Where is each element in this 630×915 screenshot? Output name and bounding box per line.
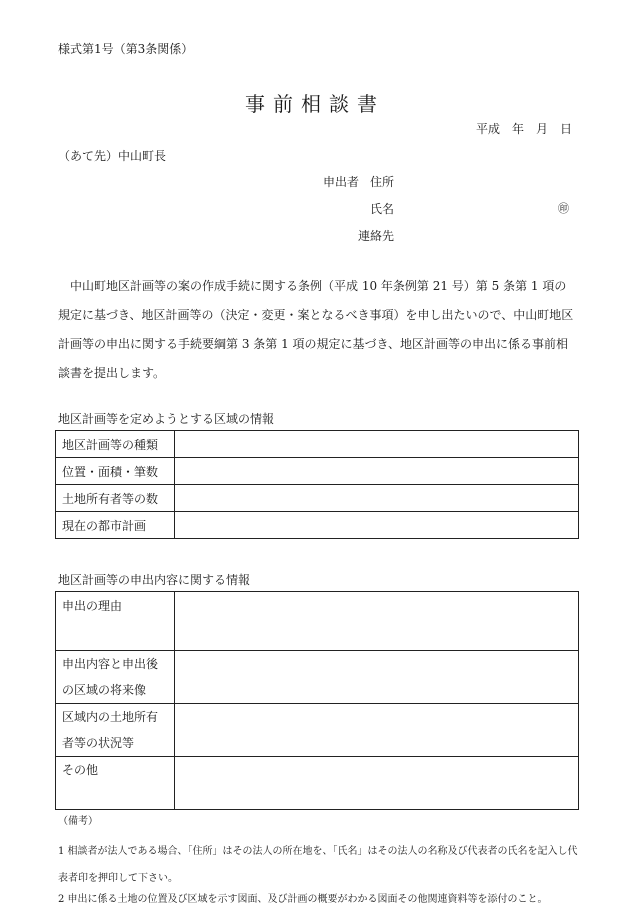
section-area-info-title: 地区計画等を定めようとする区域の情報	[58, 412, 275, 426]
note-item: 1 相談者が法人である場合、「住所」はその法人の所在地を、「氏名」はその法人の名称及び代表者の氏名を記入し代表者印を押印して下さい。	[58, 846, 578, 884]
row-value-field[interactable]	[175, 458, 579, 485]
row-label: 区域内の土地所有者等の状況等	[56, 704, 175, 757]
section-request-info-title: 地区計画等の申出内容に関する情報	[58, 573, 251, 587]
request-statement-text: 中山町地区計画等の案の作成手続に関する条例（平成 10 年条例第 21 号）第 5 条第 1 項の規定に基づき、地区計画等の（決定・変更・案となるべき事項）を申し出たいので、中山町地区計画等の申出に関する手続要綱第 3 条第 1 項の規定に基づき、地区計画等の申出に係る事前相談書を提出します。	[58, 279, 574, 380]
table-row	[56, 651, 579, 704]
table-row	[56, 458, 579, 485]
row-label: 現在の都市計画	[56, 512, 175, 539]
date-line: 平成 年 月 日	[475, 122, 572, 136]
row-label: 地区計画等の種類	[56, 431, 175, 458]
name-label: 氏名	[370, 202, 395, 216]
applicant-heading: 申出者	[323, 175, 360, 189]
table-row	[56, 431, 579, 458]
row-label: その他	[56, 757, 175, 810]
page-title: 事前相談書	[245, 92, 385, 116]
addressee: （あて先）中山町長	[58, 149, 167, 163]
row-label: 土地所有者等の数	[56, 485, 175, 512]
request-info-table	[55, 591, 579, 810]
row-value-field[interactable]	[175, 431, 579, 458]
seal-mark: ㊞	[558, 202, 569, 215]
row-value-field[interactable]	[175, 592, 579, 651]
notes-heading: （備考）	[58, 816, 98, 827]
row-value-field[interactable]	[175, 512, 579, 539]
contact-label: 連絡先	[358, 229, 395, 243]
table-row	[56, 485, 579, 512]
table-row	[56, 512, 579, 539]
table-row	[56, 704, 579, 757]
table-row	[56, 592, 579, 651]
form-number-label: 様式第1号（第3条関係）	[58, 42, 194, 56]
row-value-field[interactable]	[175, 757, 579, 810]
row-label: 申出の理由	[56, 592, 175, 651]
area-info-table	[55, 430, 579, 539]
row-value-field[interactable]	[175, 485, 579, 512]
row-label: 申出内容と申出後の区域の将来像	[56, 651, 175, 704]
note-item: 2 申出に係る土地の位置及び区域を示す図面、及び計画の概要がわかる図面その他関連資料等を添付のこと。	[58, 894, 548, 905]
row-label: 位置・面積・筆数	[56, 458, 175, 485]
table-row	[56, 757, 579, 810]
row-value-field[interactable]	[175, 704, 579, 757]
address-label: 住所	[370, 175, 395, 189]
row-value-field[interactable]	[175, 651, 579, 704]
request-statement	[58, 272, 578, 388]
